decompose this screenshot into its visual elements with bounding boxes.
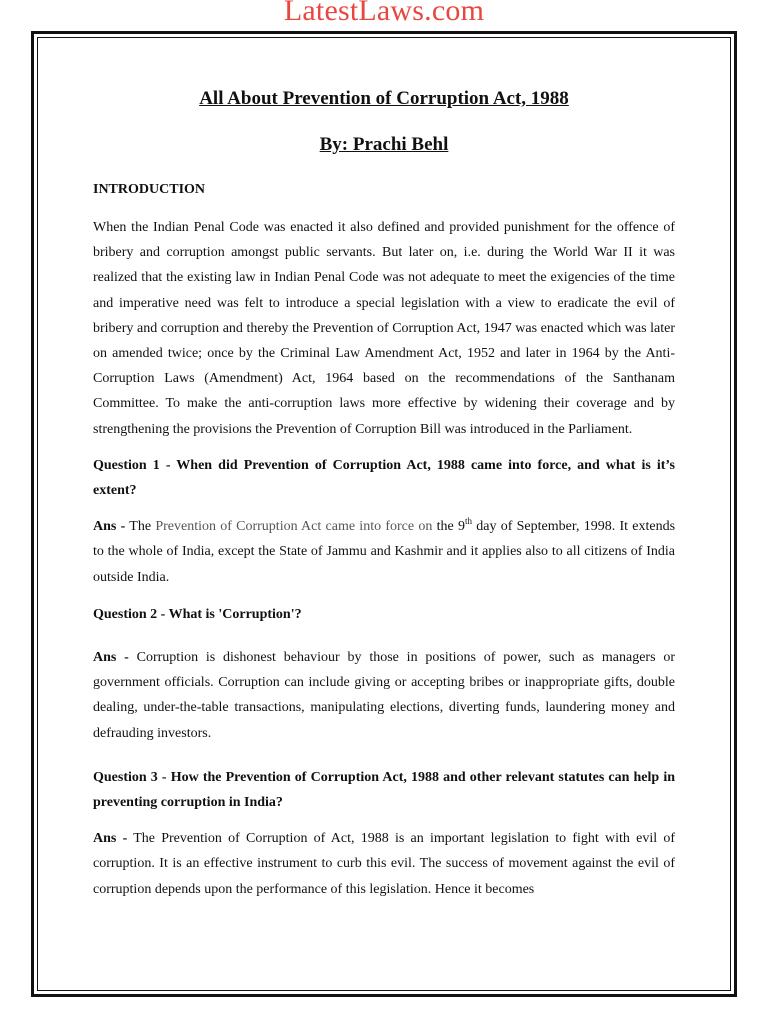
question-3: Question 3 - How the Prevention of Corruption Act, 1988 and other relevant statutes can help in preventing corruption in India? bbox=[93, 769, 675, 811]
answer-1-text-a: The bbox=[129, 519, 152, 535]
question-2: Question 2 - What is 'Corruption'? bbox=[93, 606, 302, 622]
answer-1-text-c: the 9 bbox=[436, 519, 465, 535]
answer-label: Ans - bbox=[93, 831, 128, 847]
answer-2-text: Corruption is dishonest behaviour by those in positions of power, such as managers or government officials. Corruption can include giving or accepting bribes or inappropriate gifts, double dealing, under-the-table transactions, manipulating elections, diverting funds, laundering money and defrauding investors. bbox=[93, 650, 676, 741]
introduction-paragraph: When the Indian Penal Code was enacted it also defined and provided punishment for the offence of bribery and corruption amongst public servants. But later on, i.e. during the World War II it was realized that the existing law in Indian Penal Code was not adequate to meet the exigencies of the time and imperative need was felt to introduce a special legislation with a view to eradicate the evil of bribery and corruption and thereby the Prevention of Corruption Act, 1947 was enacted which was later on amended twice; once by the Criminal Law Amendment Act, 1952 and later in 1964 by the Anti-Corruption Laws (Amendment) Act, 1964 based on the recommendations of the Santhanam Committee. To make the anti-corruption laws more effective by widening their coverage and by strengthening the provisions the Prevention of Corruption Bill was introduced in the Parliament. bbox=[93, 220, 675, 437]
document-body bbox=[93, 86, 675, 902]
answer-label: Ans - bbox=[93, 519, 126, 535]
answer-1-text-d: day of September, 1998. It extends to the whole of India, except the State of Jammu and Kashmir and it applies also to all citizens of India outside India. bbox=[93, 519, 676, 585]
answer-3-text: The Prevention of Corruption of Act, 1988 is an important legislation to fight with evil of corruption. It is an effective instrument to curb this evil. The success of movement against the evil of corruption depends upon the performance of this legislation. Hence it becomes bbox=[93, 831, 675, 897]
answer-1-text-b: Prevention of Corruption Act came into force on bbox=[155, 519, 433, 535]
answer-1 bbox=[93, 514, 675, 590]
document-title: All About Prevention of Corruption Act, 1988 bbox=[199, 88, 569, 109]
answer-label: Ans - bbox=[93, 650, 129, 666]
section-heading-introduction: INTRODUCTION bbox=[93, 182, 206, 197]
question-1: Question 1 - When did Prevention of Corruption Act, 1988 came into force, and what is it’s extent? bbox=[93, 457, 675, 499]
answer-3 bbox=[93, 826, 675, 902]
answer-2 bbox=[93, 645, 675, 746]
ordinal-superscript: th bbox=[464, 516, 472, 527]
document-author: By: Prachi Behl bbox=[319, 134, 449, 155]
watermark-logo: LatestLaws.com bbox=[283, 0, 485, 27]
